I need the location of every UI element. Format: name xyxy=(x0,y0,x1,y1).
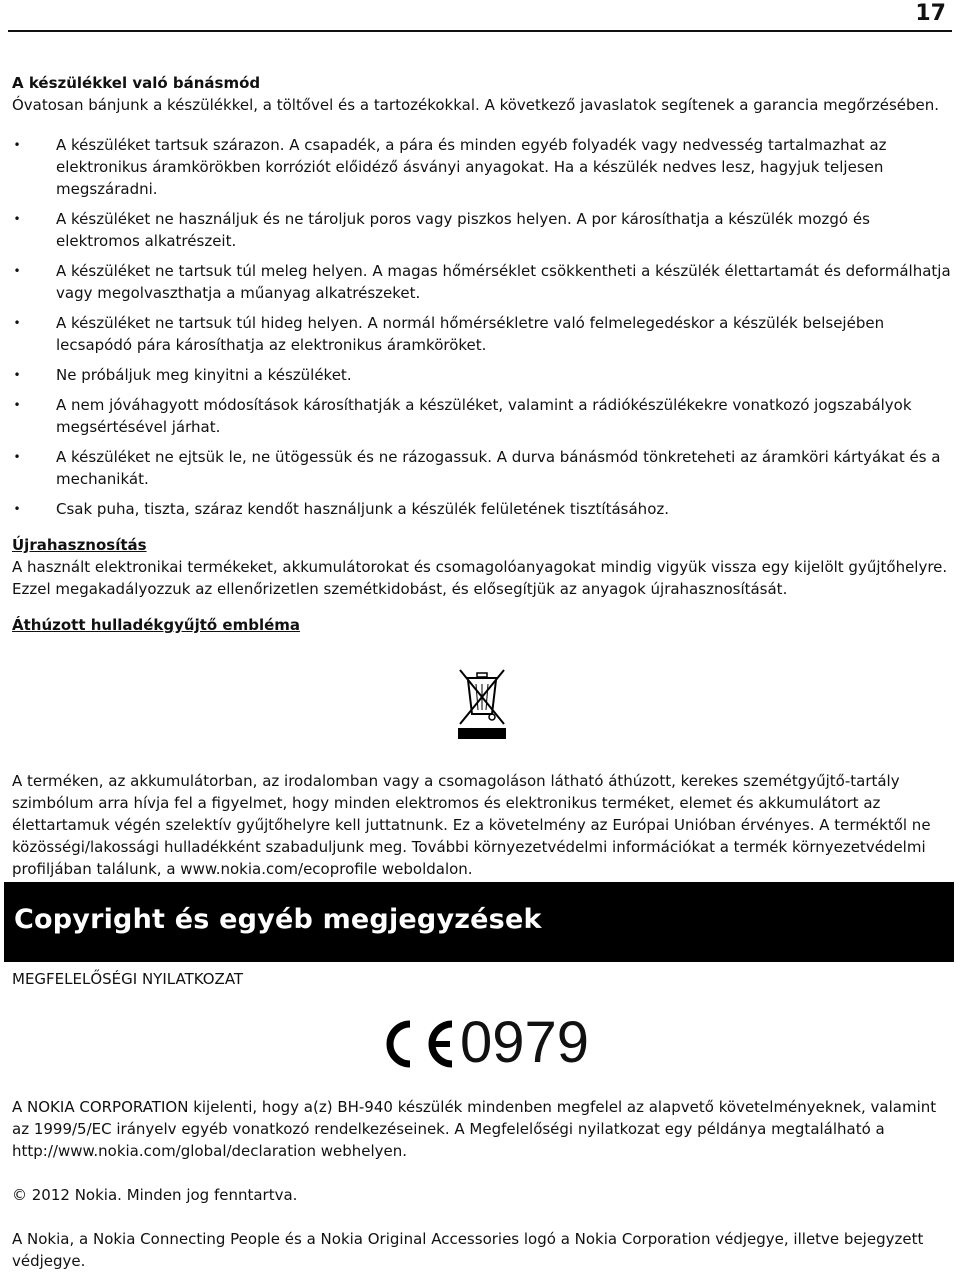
copyright-text: © 2012 Nokia. Minden jog fenntartva. xyxy=(12,1186,298,1204)
list-item: • Csak puha, tiszta, száraz kendőt használjunk a készülék felületének tisztításához. xyxy=(13,500,670,518)
page-header xyxy=(8,0,952,32)
bullet-icon: • xyxy=(13,138,21,152)
conformity-label: MEGFELELŐSÉGI NYILATKOZAT xyxy=(12,970,244,988)
weee-heading: Áthúzott hulladékgyűjtő embléma xyxy=(12,616,301,634)
bullet-icon: • xyxy=(13,450,21,464)
bullet-icon: • xyxy=(13,316,21,330)
bullet-icon: • xyxy=(13,264,21,278)
list-item: • A nem jóváhagyott módosítások károsíthatják a készüléket, valamint a rádiókészülékekre vonatkozó jogszabályok megsértésével járhat. xyxy=(13,396,912,436)
weee-symbol xyxy=(12,666,952,744)
list-item: • Ne próbáljuk meg kinyitni a készüléket. xyxy=(13,366,352,384)
main-content xyxy=(12,72,952,880)
list-item: • A készüléket ne használjuk és ne tároljuk poros vagy piszkos helyen. A por károsíthatja a készülék mozgó és elektromos alkatrészeit. xyxy=(13,210,870,250)
list-item: • A készüléket ne tartsuk túl hideg helyen. A normál hőmérsékletre való felmelegedéskor a készülék belsejében lecsapódó pára károsíthatja az elektronikus áramköröket. xyxy=(13,314,885,354)
recycling-section xyxy=(12,534,952,600)
bullet-icon: • xyxy=(13,212,21,226)
copyright-content xyxy=(12,968,952,1272)
recycling-text: A használt elektronikai termékeket, akkumulátorokat és csomagolóanyagokat mindig vigyük vissza egy kijelölt gyűjtőhelyre. Ezzel megakadályozzuk az ellenőrizetlen szemétkidobást, és elősegítjük az anyagok újrahasznosítását. xyxy=(12,558,948,598)
declaration-text: A NOKIA CORPORATION kijelenti, hogy a(z) BH-940 készülék mindenben megfelel az alapvető követelményeknek, valamint az 1999/5/EC irányelv egyéb vonatkozó rendelkezéseinek. A Megfelelőségi nyilatkozat egy példánya megtalálható a http://www.nokia.com/global/declaration webhelyen. xyxy=(12,1098,937,1160)
trademark-text: A Nokia, a Nokia Connecting People és a Nokia Original Accessories logó a Nokia Corporation védjegye, illetve bejegyzett védjegye. xyxy=(12,1230,924,1270)
bullet-icon: • xyxy=(13,398,21,412)
weee-text: A terméken, az akkumulátorban, az irodalomban vagy a csomagoláson látható áthúzott, kerekes szemétgyűjtő-tartály szimbólum arra hívja fel a figyelmet, hogy minden elektromos és elektronikus terméket, elemet és akkumulátort az élettartamuk végén szelektív gyűjtőhelyre kell juttatnunk. Ez a követelmény az Európai Unióban érvényes. A terméktől ne közösségi/lakossági hulladékként szabaduljunk meg. További környezetvédelmi információkat a termék környezetvédelmi profiljában találunk, a www.nokia.com/ecoprofile weboldalon. xyxy=(12,772,931,878)
handling-list xyxy=(12,134,952,520)
recycling-heading: Újrahasznosítás xyxy=(12,536,147,554)
copyright-banner xyxy=(4,882,954,962)
banner-title: Copyright és egyéb megjegyzések xyxy=(14,904,542,935)
page-number: 17 xyxy=(915,1,946,26)
handling-intro: Óvatosan bánjunk a készülékkel, a töltővel és a tartozékokkal. A következő javaslatok segítenek a garancia megőrzésében. xyxy=(12,96,940,114)
weee-section xyxy=(12,614,952,880)
list-item: • A készüléket ne ejtsük le, ne ütögessük és ne rázogassuk. A durva bánásmód tönkreteheti az áramköri kártyákat és a mechanikát. xyxy=(13,448,941,488)
list-item: • A készüléket ne tartsuk túl meleg helyen. A magas hőmérséklet csökkentheti a készülék élettartamát és deformálhatja vagy megolvaszthatja a műanyag alkatrészeket. xyxy=(13,262,951,302)
ce-marking xyxy=(12,1010,952,1076)
bullet-icon: • xyxy=(13,502,21,516)
ce-mark-icon xyxy=(374,1018,458,1070)
ce-number: 0979 xyxy=(460,1010,590,1075)
crossed-out-wheeled-bin-icon xyxy=(452,666,512,742)
handling-heading: A készülékkel való bánásmód xyxy=(12,74,261,92)
list-item: • A készüléket tartsuk szárazon. A csapadék, a pára és minden egyéb folyadék vagy nedvesség tartalmazhat az elektronikus áramkörökben korróziót előidéző ásványi anyagokat. Ha a készülék nedves lesz, hagyjuk teljesen megszáradni. xyxy=(13,136,887,198)
bullet-icon: • xyxy=(13,368,21,382)
